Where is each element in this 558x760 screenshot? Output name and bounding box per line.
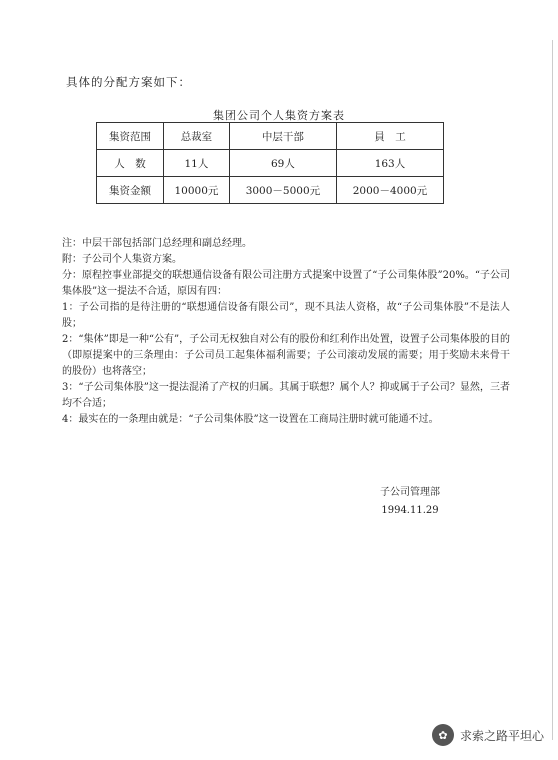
- wechat-icon: ✿: [432, 724, 454, 746]
- table-row: [97, 123, 444, 150]
- scan-edge-line: [552, 40, 553, 740]
- note-paragraph: 2：“集体”即是一种“公有”，子公司无权独自对公有的股份和红利作出处置，设置子公司集体股的目的（即原提案中的三条理由：子公司员工起集体福利需要；子公司滚动发展的需要；用于奖励未来骨干的股份）也将落空；: [62, 334, 510, 377]
- notes-section: [62, 236, 510, 428]
- table-row: [97, 177, 444, 204]
- signature-block: [380, 484, 440, 520]
- signature-date: 1994.11.29: [381, 505, 439, 516]
- note-paragraph: 分：原程控事业部提交的联想通信设备有限公司注册方式提案中设置了“子公司集体股”20%。“子公司集体股”这一提法不合适，原因有四：: [62, 270, 510, 297]
- intro-text: 具体的分配方案如下：: [66, 75, 191, 89]
- note-paragraph: 附：子公司个人集资方案。: [62, 254, 182, 265]
- watermark-text: 求索之路平坦心: [459, 728, 544, 743]
- note-paragraph: 3：“子公司集体股”这一提法混淆了产权的归属。其属于联想？属个人？抑或属于子公司？显然，三者均不合适；: [62, 382, 510, 409]
- table-title: 集团公司个人集资方案表: [213, 109, 345, 122]
- table-cell: 集资金额: [97, 177, 164, 204]
- table-cell: 集资范围: [97, 123, 164, 150]
- table-cell: 人 数: [97, 150, 164, 177]
- watermark: [432, 724, 544, 746]
- table-cell: 中层干部: [229, 123, 336, 150]
- table-cell: 2000－4000元: [336, 177, 443, 204]
- table-cell: 163人: [336, 150, 443, 177]
- table-cell: 10000元: [164, 177, 230, 204]
- table-cell: 3000－5000元: [229, 177, 336, 204]
- table-cell: 11人: [164, 150, 230, 177]
- table-cell: 員 工: [336, 123, 443, 150]
- note-paragraph: 4：最实在的一条理由就是：“子公司集体股”这一设置在工商局注册时就可能通不过。: [62, 414, 439, 425]
- table-cell: 总裁室: [164, 123, 230, 150]
- table-cell: 69人: [229, 150, 336, 177]
- signature-dept: 子公司管理部: [380, 487, 440, 498]
- note-paragraph: 注：中层干部包括部门总经理和副总经理。: [62, 238, 252, 249]
- note-paragraph: 1：子公司指的是待注册的“联想通信设备有限公司”，现不具法人资格，故“子公司集体股”不是法人股；: [62, 302, 510, 329]
- table-row: [97, 150, 444, 177]
- allocation-table: [96, 122, 444, 204]
